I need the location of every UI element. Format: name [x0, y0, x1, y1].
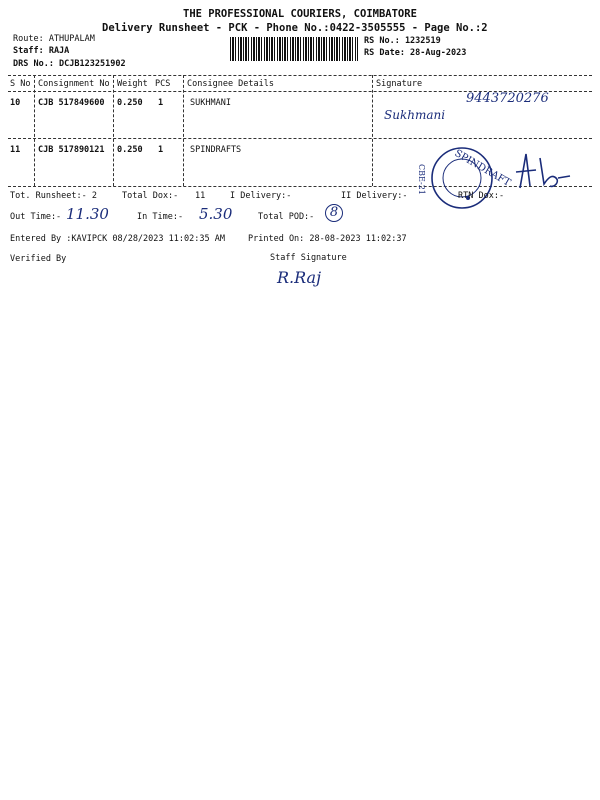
- staff-label: Staff: RAJA: [13, 46, 70, 56]
- printed-on: Printed On: 28-08-2023 11:02:37: [248, 234, 407, 244]
- staff-signature-label: Staff Signature: [270, 253, 347, 263]
- cell-sno: 11: [10, 145, 21, 155]
- spindraft-stamp: [417, 142, 513, 212]
- row-divider: [8, 138, 592, 139]
- i-delivery: I Delivery:-: [230, 191, 292, 201]
- entered-by: Entered By :KAVIPCK 08/28/2023 11:02:35 AM: [10, 234, 225, 244]
- drs-number: DRS No.: DCJB123251902: [13, 59, 126, 69]
- total-pod-label: Total POD:-: [258, 212, 315, 222]
- cell-pcs: 1: [158, 98, 164, 108]
- total-pod-value: 8: [325, 204, 343, 222]
- cell-weight: 0.250: [117, 145, 143, 155]
- handwritten-signature: Sukhmani: [384, 108, 446, 122]
- col-divider: [183, 75, 184, 186]
- stamp-code: CBE-21: [417, 164, 426, 195]
- total-dox-value: 11: [195, 191, 206, 201]
- cell-sno: 10: [10, 98, 21, 108]
- cell-weight: 0.250: [117, 98, 143, 108]
- out-time-label: Out Time:-: [10, 212, 62, 222]
- ii-delivery: II Delivery:-: [341, 191, 408, 201]
- tot-runsheet: Tot. Runsheet:- 2: [10, 191, 97, 201]
- col-header-consignment: Consignment No: [38, 79, 110, 89]
- col-header-consignee: Consignee Details: [187, 79, 274, 89]
- stamp-text: SPINDRAFT: [452, 148, 513, 189]
- col-header-weight: Weight: [117, 79, 148, 89]
- col-header-pcs: PCS: [155, 79, 171, 89]
- col-header-sno: S No: [10, 79, 31, 89]
- cell-consignment: CJB 517890121: [38, 145, 105, 155]
- runsheet-title: Delivery Runsheet - PCK - Phone No.:0422-3505555 - Page No.:2: [102, 22, 488, 34]
- col-divider: [34, 75, 35, 186]
- out-time-value: 11.30: [66, 205, 109, 223]
- cell-consignee: SPINDRAFTS: [190, 145, 242, 155]
- rs-date: RS Date: 28-Aug-2023: [364, 48, 467, 58]
- company-name: THE PROFESSIONAL COURIERS, COIMBATORE: [183, 8, 417, 20]
- staff-signature: R.Raj: [277, 268, 322, 287]
- total-dox-label: Total Dox:-: [122, 191, 179, 201]
- cell-consignment: CJB 517849600: [38, 98, 105, 108]
- handwritten-signature-2: [512, 148, 572, 192]
- route-label: Route: ATHUPALAM: [13, 34, 95, 44]
- in-time-value: 5.30: [199, 205, 233, 223]
- verified-by: Verified By: [10, 254, 67, 264]
- barcode: [230, 37, 358, 61]
- col-header-signature: Signature: [376, 79, 423, 89]
- col-divider: [372, 75, 373, 186]
- in-time-label: In Time:-: [137, 212, 184, 222]
- handwritten-phone: 9443720276: [466, 91, 549, 106]
- cell-pcs: 1: [158, 145, 164, 155]
- col-divider: [113, 75, 114, 186]
- rs-number: RS No.: 1232519: [364, 36, 441, 46]
- rtn-dox: RTN Dox:-: [458, 191, 505, 201]
- cell-consignee: SUKHMANI: [190, 98, 231, 108]
- table-top-rule: [8, 75, 592, 76]
